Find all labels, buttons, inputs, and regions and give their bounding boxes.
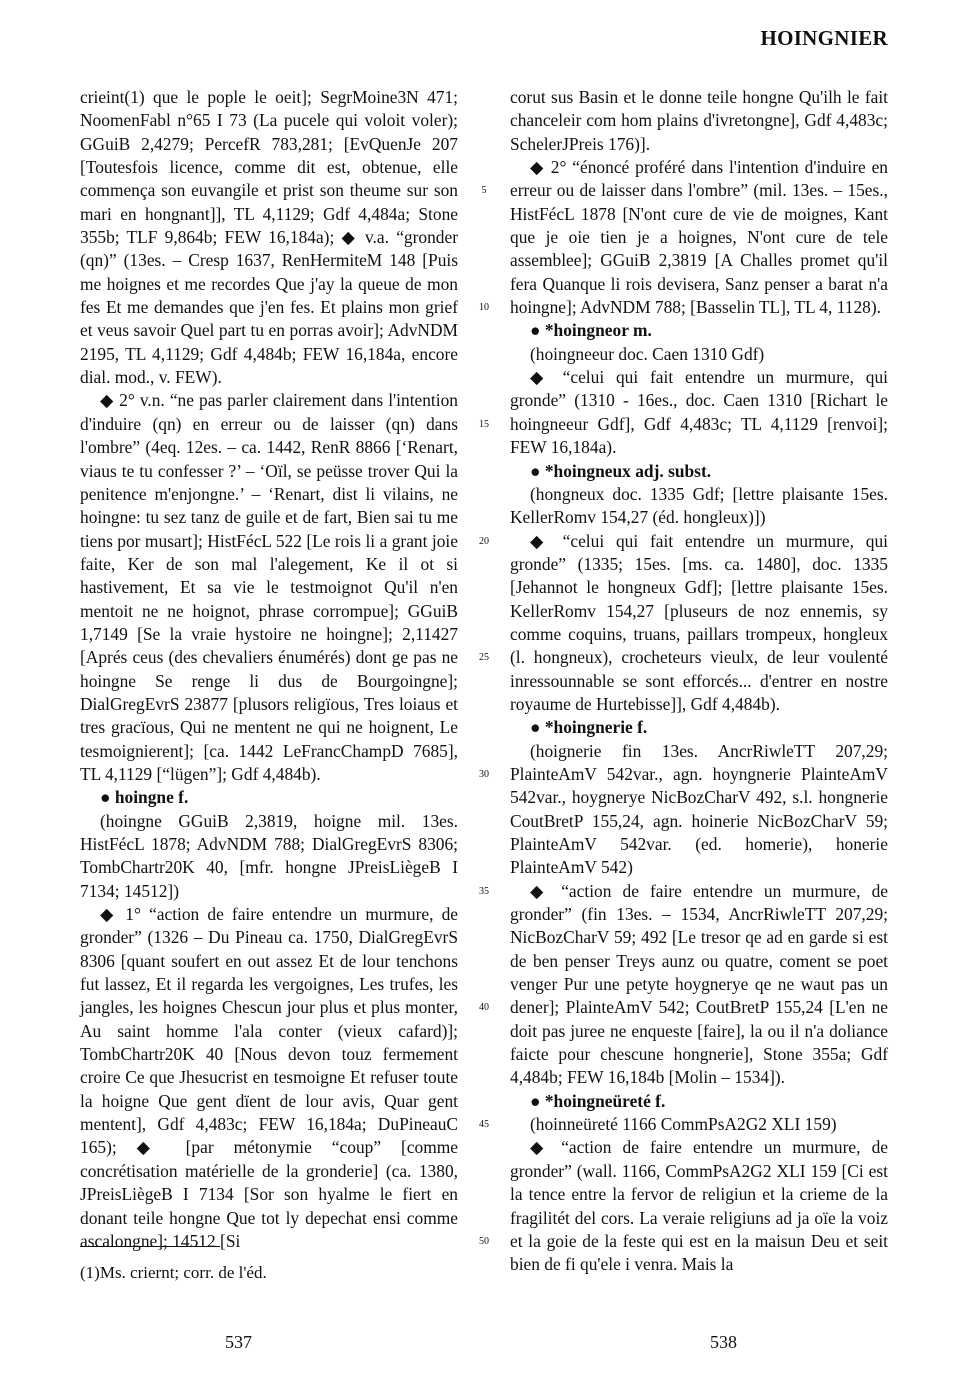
entry-paragraph: ◆ 2° “énoncé proféré dans l'intention d'induire en erreur ou de laisser dans l'ombre” (mil. 13es. – 15es., HistFécL 1878 [N'ont cure de vie de moignes, Kant que je oie tien je a hoignes, N'ont cure de tele assemblee]; GGuiB 2,3819 [A Challes promet qu'il fera Quanque li rois devisera, Sanz penser a barat n'a hoingne]; AdvNDM 788; [Basselin TL], TL 4, 1128). xyxy=(510,157,888,318)
page-number-right: 538 xyxy=(710,1332,737,1352)
entry-headword xyxy=(510,1090,888,1113)
line-number: 35 xyxy=(479,885,489,897)
line-number: 45 xyxy=(479,1119,489,1131)
headword-text: ● hoingne f. xyxy=(100,787,189,808)
entry-forms: (hoingne GGuiB 2,3819, hoigne mil. 13es. HistFécL 1878; AdvNDM 788; DialGregEvrS 8306; TombChartr20K 40, [mfr. hongne JPreisLiègeB I 7134; 14512]) xyxy=(80,810,458,901)
headword-text: ● *hoingneor m. xyxy=(530,320,652,341)
headword-text: ● *hoingnerie f. xyxy=(530,717,648,738)
entry-paragraph: ◆ 2° v.n. “ne pas parler clairement dans l'intention d'induire (qn) en erreur ou de laisser (qn) dans l'ombre” (4eq. 12es. – ca. 1442, RenR 8866 [‘Renart, viaus te tu confesser ?’ – ‘Oïl, se peüsse trover Qui la penitence m'enjongne.’ – ‘Renart, dist li vilains, ne hoingne: tu sez tanz de guile et de fart, Bien sai tu me tiens por musart]; HistFécL 522 [Le rois li a grant joie faite, Ker de son mal l'alegement, Ke il ot si hastivement, Et sa vie le testmoignot Qu'il n'en mentoit ne ne hoignot, phrase corrompue]; GGuiB 1,7149 [Se la vraie hystoire ne hoingne]; 2,11427 [Aprés ceus (des chevaliers énumérés) dont ge pas ne hoingne Se renge li dus de Bourgoingne]; DialGregEvrS 23877 [plusors religïous, Tres loiaus et tres gracïous, Qui ne mentent ne qui ne hoignent, Le tesmoignierent]; [ca. 1442 LeFrancChampD 7685], TL 4,1129 [“lügen”]; Gdf 4,484b). xyxy=(80,390,458,784)
page-number-left: 537 xyxy=(225,1332,252,1352)
entry-paragraph: ◆ 1° “action de faire entendre un murmure, de gronder” (1326 – Du Pineau ca. 1750, DialGregEvrS 8306 [quant soufert en out assez Et de lour tenchons fut lassez, Et il regarda les vergoignes, Les trufes, les jangles, les hoignes Chescun jour plus et plus monter, Au saint homme l'ala conter (vieux cafard)]; TombChartr20K 40 [Nous devon touz fermement croire Ce que Jhesucrist en tesmoigne Et refuser toute la hoigne Que gent dïent de lour avis, Quar gent mentent], Gdf 4,483c; FEW 16,184a; DuPineauC 165); ◆ [par métonymie “coup” [comme concrétisation matérielle de la gronderie] (ca. 1380, JPreisLiègeB I 7134 [Sor son hyalme le fiert en donant teile hongne Que tot ly depechat ensi comme ascalongne]; 14512 [Si xyxy=(80,904,458,1251)
left-column xyxy=(80,86,458,1253)
entry-headword xyxy=(510,319,888,342)
entry-forms: (hoinneüreté 1166 CommPsA2G2 XLI 159) xyxy=(530,1114,837,1135)
headword-text: ● *hoingneüreté f. xyxy=(530,1090,666,1111)
footnote-divider xyxy=(80,1246,220,1247)
line-number: 25 xyxy=(479,652,489,664)
line-number: 5 xyxy=(481,185,487,197)
headword-text: ● *hoingneux adj. subst. xyxy=(530,460,712,481)
line-number: 30 xyxy=(479,768,489,780)
entry-paragraph: ◆ “action de faire entendre un murmure, de gronder” (fin 13es. – 1534, AncrRiwleTT 207,29; NicBozCharV 59; 492 [Le tresor qe ad en garde si est de ben penser Treys aunz ou quatre, coment se poet venger Pur une petyte hoygnerye qe ne waut pas un dener]; PlainteAmV 542; CoutBretP 155,24 [L'en ne doit pas juree ne enqueste [faire], la ou il n'a doliance faicte pour chescune hongnerie], Stone 355a; Gdf 4,484b; FEW 16,184b [Molin – 1534]). xyxy=(510,880,888,1088)
entry-forms: (hoignerie fin 13es. AncrRiwleTT 207,29; PlainteAmV 542var., agn. hoyngnerie PlainteAmV 542var., hoygnerye NicBozCharV 492, s.l. hongnerie CoutBretP 155,24, agn. hoinerie NicBozCharV 59; PlainteAmV 542var. (ed. homerie), honerie PlainteAmV 542) xyxy=(510,740,888,878)
line-numbers xyxy=(472,86,496,1253)
line-number: 15 xyxy=(479,418,489,430)
line-number: 50 xyxy=(479,1235,489,1247)
line-number: 10 xyxy=(479,302,489,314)
line-number: 20 xyxy=(479,535,489,547)
entry-headword xyxy=(510,716,888,739)
entry-paragraph: corut sus Basin et le donne teile hongne Qu'ilh le fait chanceleir com hom plains d'ivretongne], Gdf 4,483c; SchelerJPreis 176)]. xyxy=(510,87,888,154)
line-number: 40 xyxy=(479,1002,489,1014)
entry-headword xyxy=(510,460,888,483)
right-column xyxy=(510,86,888,1277)
entry-paragraph: ◆ “celui qui fait entendre un murmure, qui gronde” (1310 - 16es., doc. Caen 1310 [Richart le hoingneeur Gdf], Gdf 4,483c; TL 4,1129 [renvoi]; FEW 16,184a). xyxy=(510,367,888,458)
entry-forms: (hongneux doc. 1335 Gdf; [lettre plaisante 15es. KellerRomv 154,27 (éd. hongleux)]) xyxy=(510,483,888,528)
entry-paragraph: ◆ “action de faire entendre un murmure, de gronder” (wall. 1166, CommPsA2G2 XLI 159 [Ci est la tence entre la fervor de religiun et la crieme de la fragilitét del cors. La veraie religiuns ad ja oïe la voiz et la goie de la feste qui est en la maisun Deu et seit bien de fi qu'ele i venra. Mais la xyxy=(510,1137,888,1275)
entry-paragraph: crieint(1) que le pople le oeit]; SegrMoine3N 471; NoomenFabl n°65 I 73 (La pucele qui voloit voler); GGuiB 2,4279; PercefR 783,281; [EvQuenJe 207 [Toutesfois licence, comme dit est, obtenue, elle commença son euvangile et prist son theume sur son mari en hongnant]], TL 4,1129; Gdf 4,484a; Stone 355b; TLF 9,864b; FEW 16,184a); ◆ v.a. “gronder (qn)” (13es. – Cresp 1637, RenHermiteM 148 [Puis me hoignes et me recordes Que j'ay la queue de mon fes Et me demandes que j'en fes. Et plains mon grief et veus savoir Quel part tu en porras avoir]; AdvNDM 2195, TL 4,1129; Gdf 4,484b; FEW 16,184a, encore dial. mod., v. FEW). xyxy=(80,87,458,388)
running-title: HOINGNIER xyxy=(760,26,888,50)
entry-headword xyxy=(80,786,458,809)
footnote: (1)Ms. criernt; corr. de l'éd. xyxy=(80,1263,267,1282)
entry-paragraph: ◆ “celui qui fait entendre un murmure, qui gronde” (1335; 15es. [ms. ca. 1480], doc. 1335 [Jehannot le hongneux Gdf]; [lettre plaisante 15es. KellerRomv 154,27 [pluseurs de noz ennemis, sy comme coquins, truans, paillars trompeux, hongleux (l. hongneux), crocheteurs vieulx, de leur voulenté inressounnable se sont efforcés... d'entrer en nostre royaume de Hurtebisse]], Gdf 4,484b). xyxy=(510,530,888,714)
entry-forms: (hoingneeur doc. Caen 1310 Gdf) xyxy=(530,343,765,364)
